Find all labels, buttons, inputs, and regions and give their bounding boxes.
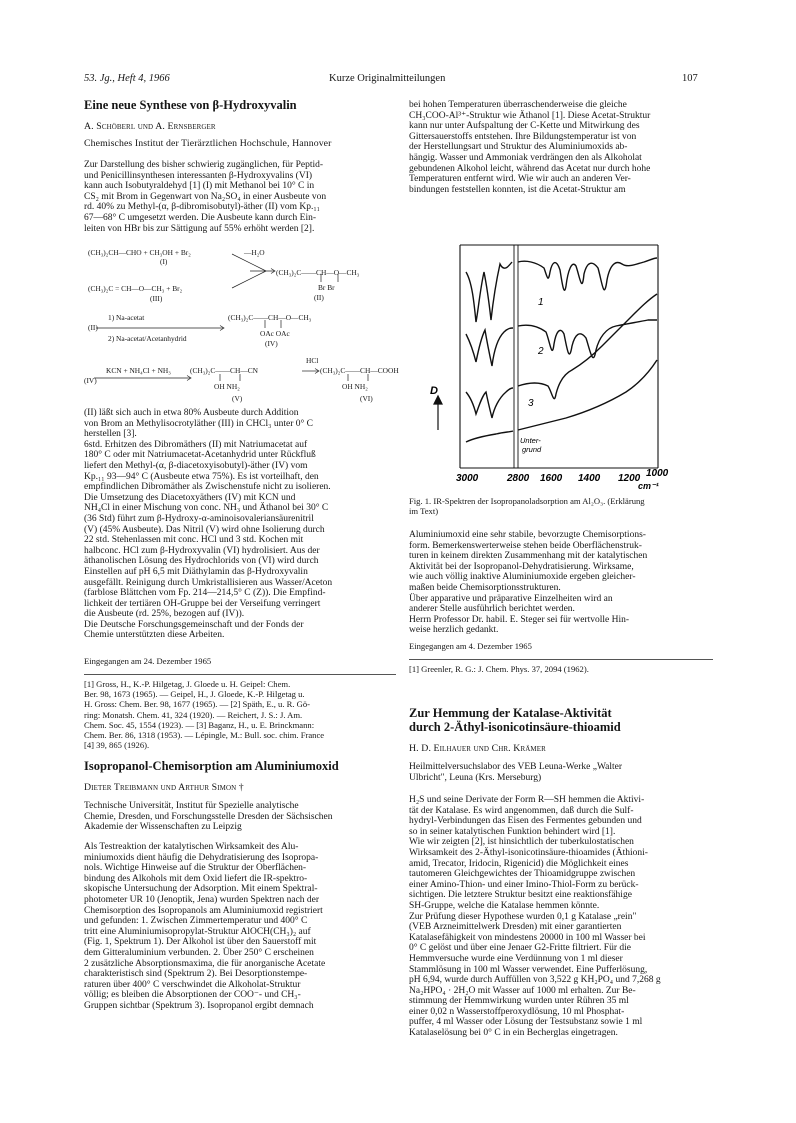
article2-body-right-top	[409, 100, 713, 195]
text-line: Stammlösung in 100 ml Wasser verwendet. Eine Pufferlösung,	[409, 964, 648, 975]
text-line: puffer, 4 ml Wasser oder Lösung der Testsubstanz sowie 1 ml	[409, 1017, 643, 1028]
text-line: rd. 40% zu Methyl-(α, β-dibromisobutyl)-äther (II) vom Kp.₁₁	[84, 202, 320, 213]
scheme-label-IV: (IV)	[265, 339, 278, 348]
article2-rule	[409, 659, 713, 660]
text-line: wie auch völlig inaktive Aluminiumoxide ergeben gleicher-	[409, 572, 636, 583]
reference-line: H. Gross: Chem. Ber. 98, 1677 (1965). — [2] Späth, E., u. R. Gö-	[84, 699, 311, 710]
text-line: 67—68° C umgesetzt werden. Die Ausbeute kann durch Ein-	[84, 212, 317, 223]
text-line: (Fig. 1, Spektrum 1). Der Alkohol ist über den Sauerstoff mit	[84, 937, 317, 948]
text-line: kann nur unter Aufspaltung der C-Kette und Mitwirkung des	[409, 121, 640, 132]
running-head-center: Kurze Originalmitteilungen	[329, 73, 446, 84]
scheme-label-III: (III)	[150, 294, 163, 303]
scheme-product-V: (CH₃)₂C——CH—CN	[190, 366, 258, 375]
text-line: dem Gitteraluminium verbunden. 2. Über 250° C erscheinen	[84, 947, 314, 958]
text-line: Ulbricht", Leuna (Krs. Merseburg)	[409, 772, 542, 783]
text-line: Chemie, Dresden, und Forschungsstelle Dresden der Sächsischen	[84, 811, 333, 822]
y-axis-label: D	[430, 385, 438, 397]
scheme-arrows	[80, 240, 400, 400]
text-line: nols. Wichtige Hinweise auf die Struktur der Oberflächen-	[84, 863, 307, 874]
text-line: gebundenen Alkohol leicht, während das Acetat nur durch hohe	[409, 163, 651, 174]
reference-line: Chem. Ber. 86, 1318 (1953). — Lépingle, M.: Bull. soc. chim. France	[84, 730, 325, 741]
text-line: halbconc. HCl zum β-Hydroxyvalin (VI) hydrolisiert. Aus der	[84, 545, 320, 556]
text-line: einer Amino-Thion- und einer Imino-Thiol-Form zu berück-	[409, 879, 639, 890]
text-line: äthanolischen Lösung des Hydrochlorids von (VI) wird durch	[84, 556, 319, 567]
text-line: Gittersauerstoffs entstehen. Ihre Bildungstemperatur ist von	[409, 131, 637, 142]
article2-title: Isopropanol-Chemisorption am Aluminiumoxid	[84, 759, 339, 773]
text-line: Gruppen sichtbar (Spektrum 3). Isopropanol ergibt demnach	[84, 1000, 314, 1011]
text-line: herstellen [3].	[84, 429, 137, 440]
scheme-product-VI: (CH₃)₂C——CH—COOH	[320, 366, 399, 375]
spectrum-2	[466, 320, 657, 366]
text-line: empfindlichen Dibromäther als Zwischenstufe nicht zu isolieren.	[84, 482, 331, 493]
spectrum-background	[466, 360, 657, 442]
article2-body-right-bottom	[409, 530, 713, 636]
spectrum-1	[466, 258, 657, 322]
text-line: Chemie unterstützten diese Arbeiten.	[84, 630, 225, 641]
text-line: Einstellen auf pH 6,5 mit Diäthylamin das β-Hydroxyvalin	[84, 566, 308, 577]
x-tick-label: 1600	[540, 473, 563, 484]
x-tick-label: 2800	[507, 473, 530, 484]
text-line: 180° C oder mit Natriumacetat-Acetanhydrid unter Rückfluß	[84, 450, 316, 461]
scheme-label-II: (II)	[314, 293, 324, 302]
text-line: der Herstellungsart und Struktur des Aluminiumoxids ab-	[409, 142, 628, 153]
text-line: Hemmversuche wurde eine Verdünnung von 1 ml dieser	[409, 953, 623, 964]
reference-line: [4] 39, 865 (1926).	[84, 740, 150, 751]
text-line: hängig. Wasser und Ammoniak verdrängen den als Alkoholat	[409, 152, 642, 163]
text-line: tautomeren Gleichgewichtes der Thioamidgruppe zwischen	[409, 869, 636, 880]
text-line: tät der Katalase. Es wird angenommen, daß durch die Sulf-	[409, 805, 634, 816]
curve-label-1: 1	[538, 297, 544, 308]
scheme-minus-water: —H₂O	[244, 248, 265, 257]
text-line: photometer UR 10 (Jenoptik, Jena) wurden Spektren nach der	[84, 894, 320, 905]
text-line: bindung des Alkohols mit dem Oxid liefert die IR-spektro-	[84, 873, 308, 884]
text-line: form. Bemerkenswerterweise stehen beide Oberflächenstruk-	[409, 540, 642, 551]
reference-line: Ber. 98, 1673 (1965). — Geipel, H., J. Gloede, K.-P. Hilgetag u.	[84, 689, 305, 700]
scheme-product-IV: (CH₃)₂C——CH—O—CH₃	[228, 313, 312, 322]
background-label-line1: Unter-	[520, 436, 541, 445]
text-line: Na₂HPO₄ · 2H₂O mit Wasser auf 1000 ml erhalten. Zur Be-	[409, 985, 636, 996]
text-line: Die Deutsche Forschungsgemeinschaft und der Fonds der	[84, 619, 304, 630]
text-line: Katalaselösung bei 0° C in ein Becherglas eingetragen.	[409, 1028, 618, 1039]
text-line: amid, Trecator, Iridocin, Rigenicid) die Möglichkeit eines	[409, 858, 629, 869]
text-line: (V) (45% Ausbeute). Das Nitril (V) wird ohne Isolierung durch	[84, 524, 325, 535]
text-line: 22 std. Stehenlassen mit conc. HCl und 3 std. Kochen mit	[84, 535, 304, 546]
article3-authors: H. D. Eilhauer und Chr. Krämer	[409, 743, 546, 754]
text-line: Zur Prüfung dieser Hypothese wurden 0,1 g Katalase „rein"	[409, 911, 637, 922]
text-line: und gefunden: 1. Zwischen Zimmertemperatur und 400° C	[84, 916, 308, 927]
text-line: weise herzlich gedankt.	[409, 625, 499, 636]
text-line: Fig. 1. IR-Spektren der Isopropanoladsorption am Al₂O₃. (Erklärung	[409, 496, 645, 506]
text-line: Temperaturen entfernt wird. Wie wir auch an anderen Ver-	[409, 174, 631, 185]
x-tick-label: 3000	[456, 473, 479, 484]
text-line: NH₄Cl in einer Mischung von conc. NH₃ und Äthanol bei 30° C	[84, 503, 329, 514]
article2-received: Eingegangen am 4. Dezember 1965	[409, 641, 532, 651]
spectrum-curves	[466, 258, 657, 442]
x-tick-label: 1200	[618, 473, 641, 484]
running-head-left: 53. Jg., Heft 4, 1966	[84, 73, 170, 84]
article1-body	[84, 408, 396, 641]
scheme-product-II-substituents: Br Br	[318, 283, 335, 292]
text-line: Akademie der Wissenschaften zu Leipzig	[84, 822, 242, 833]
text-line: miniumoxids dient häufig die Dehydratisierung des Isopropa-	[84, 852, 319, 863]
article1-title: Eine neue Synthese von β-Hydroxyvalin	[84, 98, 297, 112]
reference-line: ring: Monatsh. Chem. 41, 324 (1920). — Reichert, J. S.: J. Am.	[84, 709, 303, 720]
text-line: anderer Stelle ausführlich berichtet werden.	[409, 604, 575, 615]
x-tick-label: 1400	[578, 473, 601, 484]
article1-institution: Chemisches Institut der Tierärztlichen Hochschule, Hannover	[84, 138, 332, 149]
figure-caption	[409, 496, 713, 516]
article1-intro	[84, 160, 396, 234]
text-line: die Ausbeute (rd. 25%, bezogen auf (IV)).	[84, 609, 245, 620]
scheme-step3-reagent: KCN + NH₄Cl + NH₃	[106, 366, 171, 375]
text-line: kann auch Isobutyraldehyd [1] (I) mit Methanol bei 10° C in	[84, 181, 315, 192]
scheme-label-V: (V)	[232, 394, 243, 403]
scheme-step2-reagent-2: 2) Na-acetat/Acetanhydrid	[108, 334, 187, 343]
text-line: (farblose Blättchen vom Fp. 214—214,5° C (Z)). Die Empfind-	[84, 588, 326, 599]
curve-label-3: 3	[528, 398, 534, 409]
article2-body-left	[84, 842, 396, 1012]
article3-title-line2: durch 2-Äthyl-isonicotinsäure-thioamid	[409, 720, 621, 734]
text-line: Katalasefähigkeit von mindestens 20000 in 100 ml Wasser bei	[409, 932, 646, 943]
article1-received: Eingegangen am 24. Dezember 1965	[84, 656, 212, 666]
text-line: SH-Gruppe, welche die Katalase hemmen könnte.	[409, 900, 600, 911]
article1-references	[84, 679, 396, 750]
reference-line: [1] Gross, H., K.-P. Hilgetag, J. Gloede u. H. Geipel: Chem.	[84, 679, 291, 689]
text-line: 0° C gelöst und über eine Jenaer G2-Fritte filtriert. Für die	[409, 943, 631, 954]
text-line: 6std. Erhitzen des Dibromäthers (II) mit Natriumacetat auf	[84, 439, 308, 450]
article2-authors: Dieter Treibmann und Arthur Simon †	[84, 782, 244, 793]
text-line: ausgefällt. Reinigung durch Umkristallisieren aus Wasser/Aceton	[84, 577, 333, 588]
text-line: Herrn Professor Dr. habil. E. Steger sei für wertvolle Hin-	[409, 614, 630, 625]
text-line: bei hohen Temperaturen überraschenderweise die gleiche	[409, 100, 627, 110]
scheme-step3-start: (IV)	[84, 376, 97, 385]
text-line: stimmung der Hemmwirkung wurden unter Rühren 35 ml	[409, 996, 629, 1007]
scheme-step2-reagent-1: 1) Na-acetat	[108, 313, 145, 322]
text-line: Wie wir zeigten [2], ist hinsichtlich der tuberkulostatischen	[409, 837, 634, 848]
text-line: Kp.₁₁ 93—94° C (Ausbeute etwa 75%). Es ist vorteilhaft, den	[84, 471, 319, 482]
article3-institution	[409, 762, 713, 783]
scheme-product-V-substituents: OH NH₂	[214, 382, 240, 391]
text-line: und Penicillinsynthesen interessanten β-Hydroxyvalins (VI)	[84, 170, 313, 181]
text-line: Technische Universität, Institut für Spezielle analytische	[84, 801, 299, 811]
scheme-step4-reagent: HCl	[306, 356, 319, 365]
text-line: Als Testreaktion der katalytischen Wirksamkeit des Alu-	[84, 842, 299, 852]
article1-authors: A. Schöberl und A. Ernsberger	[84, 121, 216, 132]
text-line: leiten von HBr bis zur Sättigung auf 55% erhöht werden [2].	[84, 223, 315, 234]
text-line: Die Umsetzung des Diacetoxyäthers (IV) mit KCN und	[84, 492, 296, 503]
scheme-product-VI-substituents: OH NH₂	[342, 382, 368, 391]
text-line: pH 6,94, wurde durch Auffüllen von 3,522 g KH₂PO₄ und 7,268 g	[409, 975, 661, 986]
curve-label-2: 2	[538, 346, 544, 357]
text-line: hydryl-Verbindungen das Eisen des Fermentes gebunden und	[409, 816, 642, 827]
d-scale-arrow	[434, 396, 442, 430]
text-line: Chemisorption des Isopropanols am Aluminiumoxid registriert	[84, 905, 323, 916]
text-line: CH₃COO-Al³⁺-Struktur wie Äthanol [1]. Diese Acetat-Struktur	[409, 110, 651, 121]
text-line: charakteristisch sind (Spektrum 2). Bei Desorptionstempe-	[84, 969, 308, 980]
background-label-line2: grund	[522, 445, 542, 454]
text-line: Aluminiumoxid eine sehr stabile, bevorzugte Chemisorptions-	[409, 530, 646, 540]
text-line: bindungen feststellen konnten, ist die Acetat-Struktur am	[409, 184, 626, 195]
scheme-product-II: (CH₃)₂C——CH—O—CH₃	[276, 268, 360, 277]
scheme-step2-start: (II)	[88, 323, 98, 332]
article2-institution	[84, 801, 396, 833]
text-line: im Text)	[409, 506, 439, 517]
spectrum-3	[466, 294, 657, 418]
text-line: (VEB Arzneimittelwerk Dresden) mit einer garantierten	[409, 922, 622, 933]
text-line: tritt eine Aluminiumisopropylat-Struktur AlOCH(CH₃)₂ auf	[84, 926, 311, 937]
text-line: turen in keinem direkten Zusammenhang mit der katalytischen	[409, 551, 648, 562]
text-line: so in seiner katalytischen Funktion behindert wird [1].	[409, 826, 616, 837]
article3-body	[409, 795, 713, 1039]
text-line: von Brom an Methylisocrotyläther (III) in CHCl₃ unter 0° C	[84, 418, 314, 429]
ir-spectrum-figure	[426, 242, 676, 494]
text-line: einer 0,02 n Wasserstoffperoxydlösung, 10 ml Phosphat-	[409, 1006, 625, 1017]
article1-rule	[84, 674, 396, 675]
text-line: Über apparative und präparative Einzelheiten wird an	[409, 593, 613, 604]
text-line: CS₂ mit Brom in Gegenwart von Na₂SO₄ in einer Ausbeute von	[84, 191, 327, 202]
text-line: sichtigen. Die letztere Struktur besitzt eine reaktionsfähige	[409, 890, 632, 901]
scheme-label-I: (I)	[160, 257, 168, 266]
text-line: (II) läßt sich auch in etwa 80% Ausbeute durch Addition	[84, 408, 299, 418]
reference-line: Chem. Soc. 45, 1554 (1923). — [3] Baganz, H., u. E. Brinckmann:	[84, 719, 315, 730]
x-tick-label: 1000	[646, 468, 669, 479]
scheme-reactant-1: (CH₃)₂CH—CHO + CH₃OH + Br₂	[88, 248, 191, 257]
text-line: Zur Darstellung des bisher schwierig zugänglichen, für Peptid-	[84, 160, 324, 170]
text-line: Heilmittelversuchslabor des VEB Leuna-Werke „Walter	[409, 762, 623, 772]
scheme-product-IV-substituents: OAc OAc	[260, 329, 290, 338]
text-line: liefert den Methyl-(α, β-diacetoxyisobutyl)-äther (IV) vom	[84, 460, 308, 471]
article3-title-line1: Zur Hemmung der Katalase-Aktivität	[409, 706, 612, 720]
scheme-reactant-2: (CH₃)₂C = CH—O—CH₃ + Br₂	[88, 284, 183, 293]
text-line: 2 zusätzliche Absorptionsmaxima, die für anorganische Acetate	[84, 958, 326, 969]
scheme-label-VI: (VI)	[360, 394, 373, 403]
text-line: H₂S und seine Derivate der Form R—SH hemmen die Aktivi-	[409, 795, 645, 805]
text-line: skopische Untersuchung der Adsorption. Mit einem Spektral-	[84, 884, 318, 895]
text-line: maßen beide Chemisorptionsstrukturen.	[409, 582, 561, 593]
page-number: 107	[682, 73, 698, 84]
text-line: Aktivität bei der Isopropanol-Dehydratisierung. Wirksame,	[409, 561, 634, 572]
text-line: Wirksamkeit des 2-Äthyl-isonicotinsäure-thioamides (Äthioni-	[409, 847, 648, 858]
article2-reference: [1] Greenler, R. G.: J. Chem. Phys. 37, 2094 (1962).	[409, 664, 589, 674]
text-line: (36 Std) führt zum β-Hydroxy-α-aminoisovaleriansäurenitril	[84, 513, 314, 524]
text-line: völlig; es bleiben die Absorptionen der COO⁻- und CH₃-	[84, 990, 301, 1001]
text-line: lichkeit der tertiären OH-Gruppe bei der Verseifung verringert	[84, 598, 321, 609]
x-unit-label: cm⁻¹	[638, 481, 659, 491]
text-line: raturen über 400° C verschwindet die Alkoholat-Struktur	[84, 979, 301, 990]
